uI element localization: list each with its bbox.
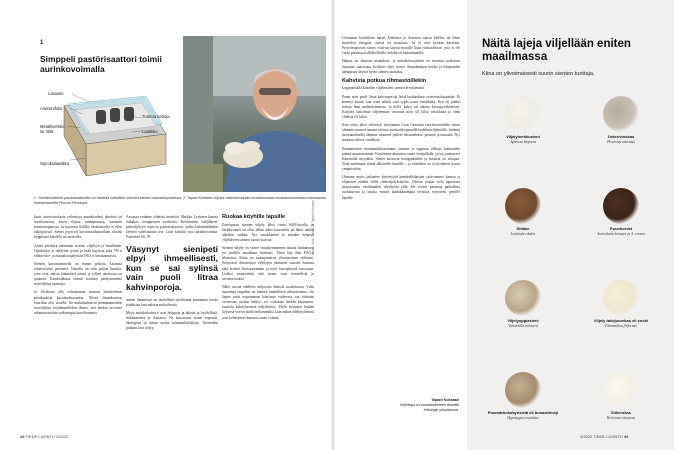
magazine-issue: TIEDE LUONTO 3/2022 — [25, 434, 69, 439]
left-column-3 — [222, 212, 314, 324]
species-latin: Hypsizygus tessulatus — [507, 415, 539, 420]
figure-caption: 1. Yksinkertaisella pastörisaattorilla voi hävittää haitalliset mikrobit sienten kasvatusputeeista. 2. Tapani Kotisaari viljelee osterivinokkaita omatekoisissa minikasvihuoneissa kotimaansa kattoterasseilla Pinnom Penhissä. — [34, 196, 326, 205]
species-latin: Flammulina filiformis — [605, 323, 637, 328]
paragraph: Aasiassa eräänne yhdessä insinööri Markku Lyytinen kanssa tutkakaa sienipussien steriloitia. Kehittimme sohjillaren, pienviljelyyn sopivan pastörisaattorin, jonka lämmönlähteen kelvieä valeistanaan irse. Laite käyttää vain aurinkovoimaa. Pastörinti 60–70 — [126, 215, 218, 240]
paragraph: Panin noin puoli litraa kahvinporoja laval kuukauksen osterivinokaspetiin. Ei mennyt kauan, kun siinä rehotti uusi rypäs uusia vinokkaita. Koe oli pakko toistaa ihan mielenkiinnosta. Ja kyllä, kahvi sai aikaan kasvupyrähdyksen. Kotijoin laskelmia viljelemistä vinossaa noin 3,8 kiloa vinokkaita ja vielä yhdestä yli kilon. — [342, 94, 460, 120]
species-name: Viljely talvijuurekas eli enoki — [593, 318, 649, 323]
species-name: Puumarunkokynsisiä eli bunashimeji — [487, 410, 559, 415]
mushroom-image — [505, 96, 541, 132]
species-item — [478, 96, 568, 144]
label-metalliverkko: Metalliverkko tai ritilä — [40, 124, 65, 135]
magazine-issue: 3/2022 TIEDE LUONTO — [580, 434, 623, 439]
pull-quote: Väsynyt sienipeti elpyi ihmeellisesti, kun se sai sylinsä vain puoli litraa kahvinporoja. — [126, 243, 218, 293]
species-name: Siitake — [516, 226, 530, 231]
left-folio — [20, 434, 68, 439]
label-tumma: Tumma kattoja — [142, 114, 170, 119]
paragraph: Halpaa tai ilmaista maatalous- ja metsätalousjätettä on monissa paikoissa runsaasti saatavana. Erilaiset oljet, korret, ilmpalminjen kuidut ja lehtipuiden sahanpuru käyvät hyvin sienten alustaksi. — [342, 59, 460, 74]
right-column — [342, 36, 460, 204]
sidebar-subtitle: Kiina on ylivoimaisesti suurin sienten tuottaja. — [482, 71, 595, 77]
species-latin: Agaricus bisporus — [509, 139, 537, 144]
paragraph: Aloite perehtyä enemmän sienten viljelyyn ja häsäläinen. Opiskaljon ei tehdyttäi työstä ja lisää kirjoista sekä VK-n elintarvike- ja maatalousjärjestön FAO:n tietokannoista. — [34, 243, 122, 258]
mushroom-image — [505, 188, 541, 224]
paragraph: Sienten viljely on viime vuosikymmenten aikana lisääntynyt eri puolilla maailmaa huimasti. Tämä käy ilmi FAO:n tilastoista. Kiina on tuottajamaista ylivoimainen ykkönen. Erityisesti ilmastoissa viljelyjen johtuneet suurten haitusta eikä eritistä ekologisemmin ja nyös kasvipeijenä turvautua. Lisäksi monirtietää, että sienet ovat terveellisiä ja ravintorruokaa. — [222, 246, 314, 281]
figure-number: 1 — [40, 40, 44, 46]
label-alumiinifolio: Alumiinifolio — [40, 106, 63, 111]
photo-mushroom-grower — [183, 36, 326, 192]
paragraph: Jo Afrikassa ollo valmistamat suuntaa jäsentelemät minikuoksia kasvatushuoneitta. Niissä ilmankosteus kuorillut olot sisselle. Ne maltaistikasvat piemimamoteen sienviljelyn köyhimmillekin ilmast, että heidän tavoitise rakentaa mitään vaikeampia kasvihuoneita. — [34, 290, 122, 315]
pasteurizer-diagram — [34, 36, 179, 192]
section-heading: Kahvista potkua rihmastoillekin — [342, 77, 427, 84]
species-name: Puunkorvat — [609, 226, 632, 231]
photo-credit: Kuvat: Juha Torkola ja Tapani Kotisaari — [311, 200, 315, 255]
label-laatikko: Laatikko — [142, 129, 158, 134]
species-latin: Auricularia heimuer ja A. cornea — [597, 231, 645, 236]
label-lasiaste: Lasiaste — [48, 91, 64, 96]
species-latin: Hericium erinaceus — [606, 415, 636, 420]
author-name: Tapani Kotisaari — [431, 398, 459, 402]
species-item — [576, 96, 666, 144]
mushroom-image — [603, 280, 639, 316]
page-number: 49 — [623, 434, 629, 439]
label-styroksilaatikko: Styroksilaatikko — [40, 161, 70, 166]
page-gutter — [331, 0, 335, 450]
species-name: Viljelyuppiasieni — [507, 318, 539, 323]
paragraph: Kun syksy alkoi viilentyä, siirryimme Gran Canarian vuoristoseudulle, missä olemme asuneet useana talvena vuokratila pienellä hedelmäviljelmällä. Isännän suostumuksella olemme tuonneet ijalleet vihanneksest, perunat ja tomaatit. Nyt mukaan tulivat vinokkaat. — [342, 123, 460, 143]
species-name: Viljelyherkkusieni — [506, 134, 540, 139]
mushroom-image — [505, 280, 541, 316]
paragraph: asteen lämmössä on täydellistä sterilointia paremmat koska puhdistaa kasvualusta mikrobeista. — [126, 297, 218, 307]
paragraph: Loppukesällä kokeilin viljelemieni sienten elvyttämistä. — [342, 86, 425, 91]
paragraph: Ensimmäisen sienikantikkoseemme saimme jo nippuna vihkoja kuukauden päästä muutostamme. Käytämme alustoina nauta vesipullolla, joissa juomavesi Kanarialla myydään. Sienet kasvavat mangonkulien ja lattiurat on siltapaa. Niitä molempia riittää tällaiselle farmille – ja taiteikkin on tyytyväinen sitatin ympäristöön. — [342, 146, 460, 171]
right-folio — [580, 434, 628, 439]
species-item — [576, 280, 666, 328]
paragraph: Juuri osterivinokasta erilaisissa maataloudesi jätteissä tai sivutuotteissa, kuten oljissa, sahanpurussa, tomaatin puristeitappuissa. Ja kuoressa kylillä, ekokastorilla ei ollut näköpiirissä. Sienet pyysivät kasvatusaihautoilaan ulottaä hyppiisset katolilla tai mestoilla. — [34, 215, 122, 240]
species-item — [478, 188, 568, 236]
species-latin: Lentinula edodes — [510, 231, 536, 236]
paragraph: Olemme myös jatkaneet yhteistyötä kambodžalaisten ystäviemme kanssa ja ohjanneet etäältä siellä sieniviljelykokeilta. Odotan jouluu vielä tapaavani innostuneita vinokkaiden viljelijöitä tälle. He voivat parantaa paikallista ruokaturvaa ja tarjota entistä laadukkaampaa ravintoa erityisesti pienille lapsille. — [342, 175, 460, 200]
sidebar-title: Näitä lajeja viljellään eniten maailmassa — [482, 38, 631, 64]
species-item — [576, 188, 666, 236]
species-name: Osterivinokas — [607, 134, 635, 139]
species-item — [576, 372, 666, 420]
paragraph: Näkä vaivaa edelleen miljoonia ihmisiä maailmassa. Vielä suurempi ongelma on laatuen laadullinen aliravitsemus. Jos lapset eivät nopeimman kasvunsa vaiheessa saa riittävän ravitsevaa ruokaa kehitys voi vaikuttaa heidän kasvuunsa, ruumiin kehitykseensä hälyttävästi. Myös hyvinkin heidän kykynsä voivat jäädä heikommiksi kuin mihin edellytyksensä ovat kehittyneet kunnon ruoan voimin. — [222, 284, 314, 320]
figure-title: Simppeli pastörisaattori toimii aurinkovoimalla — [40, 54, 162, 74]
paragraph: Euroopassa sienten viljely alkoi vasta 1600-luvulla, ja herkkusieniä on ollut tähän aikaa kasvatettu tai lähes näihin aikoihin saakka. Nyt vinokkaiden ja muiden helposti viljeltävien sienten suosio kasvaa. — [222, 222, 314, 243]
mushroom-image — [505, 372, 541, 408]
grower-photo-illustration — [183, 36, 326, 192]
paragraph: Useimmat köyhäköin lapset Afrikassa ja Aasiassa saavat kylliksi tai lähes riittävästi energiaa riisistä tai maissista. Se ei riitä hyvään kasvuun. Proteiinipitoiset sienet voisivat tarjota monille lisän ruokavalioon, jota ei ole varaa parantaa kalliilla lihalla, kalalla tai kananmunilla. — [342, 36, 460, 56]
author-description: Kirjoittaja on puutarhatieteen doselitti Helsingin yliopistossa. — [400, 402, 459, 412]
section-heading: Ruokaa köyhille lapsille — [222, 214, 286, 220]
left-column-2 — [126, 215, 218, 334]
mushroom-image — [603, 96, 639, 132]
left-column-1 — [34, 215, 122, 319]
species-name: Siilivrokas — [610, 410, 631, 415]
paragraph: Myös aurinkokuivurit ovat helppoja ja lakeita ja hyödyllisiä, mikäaasiassa ja Aasiassa. Ne kuivatavat sienet nopeasti, ekologiset ja ilman turhia toimintahävikkejä. Tuotteiden puhtaus kun säilyy. — [126, 310, 218, 331]
species-latin: Pleurotus ostreatus — [607, 139, 635, 144]
paragraph: Sienten kasvattamisella on monin paikoin Aasiassa tuhatvuotiset perinteet. Taitoilla on siitti paljon ihmisiä, joita ovat alaisia käänteiset näistä ja jolleet taloitossa on puutetta. Kambodžassa tilimiä koulutti parikymmentä sienviljelyn opettajia. — [34, 261, 122, 287]
species-item — [478, 372, 568, 420]
page-number: 48 — [20, 434, 25, 439]
figure — [34, 36, 326, 192]
author-box — [389, 398, 459, 413]
mushroom-image — [603, 188, 639, 224]
species-latin: Volvariella volvacea — [508, 323, 538, 328]
mushroom-image — [603, 372, 639, 408]
species-item — [478, 280, 568, 328]
